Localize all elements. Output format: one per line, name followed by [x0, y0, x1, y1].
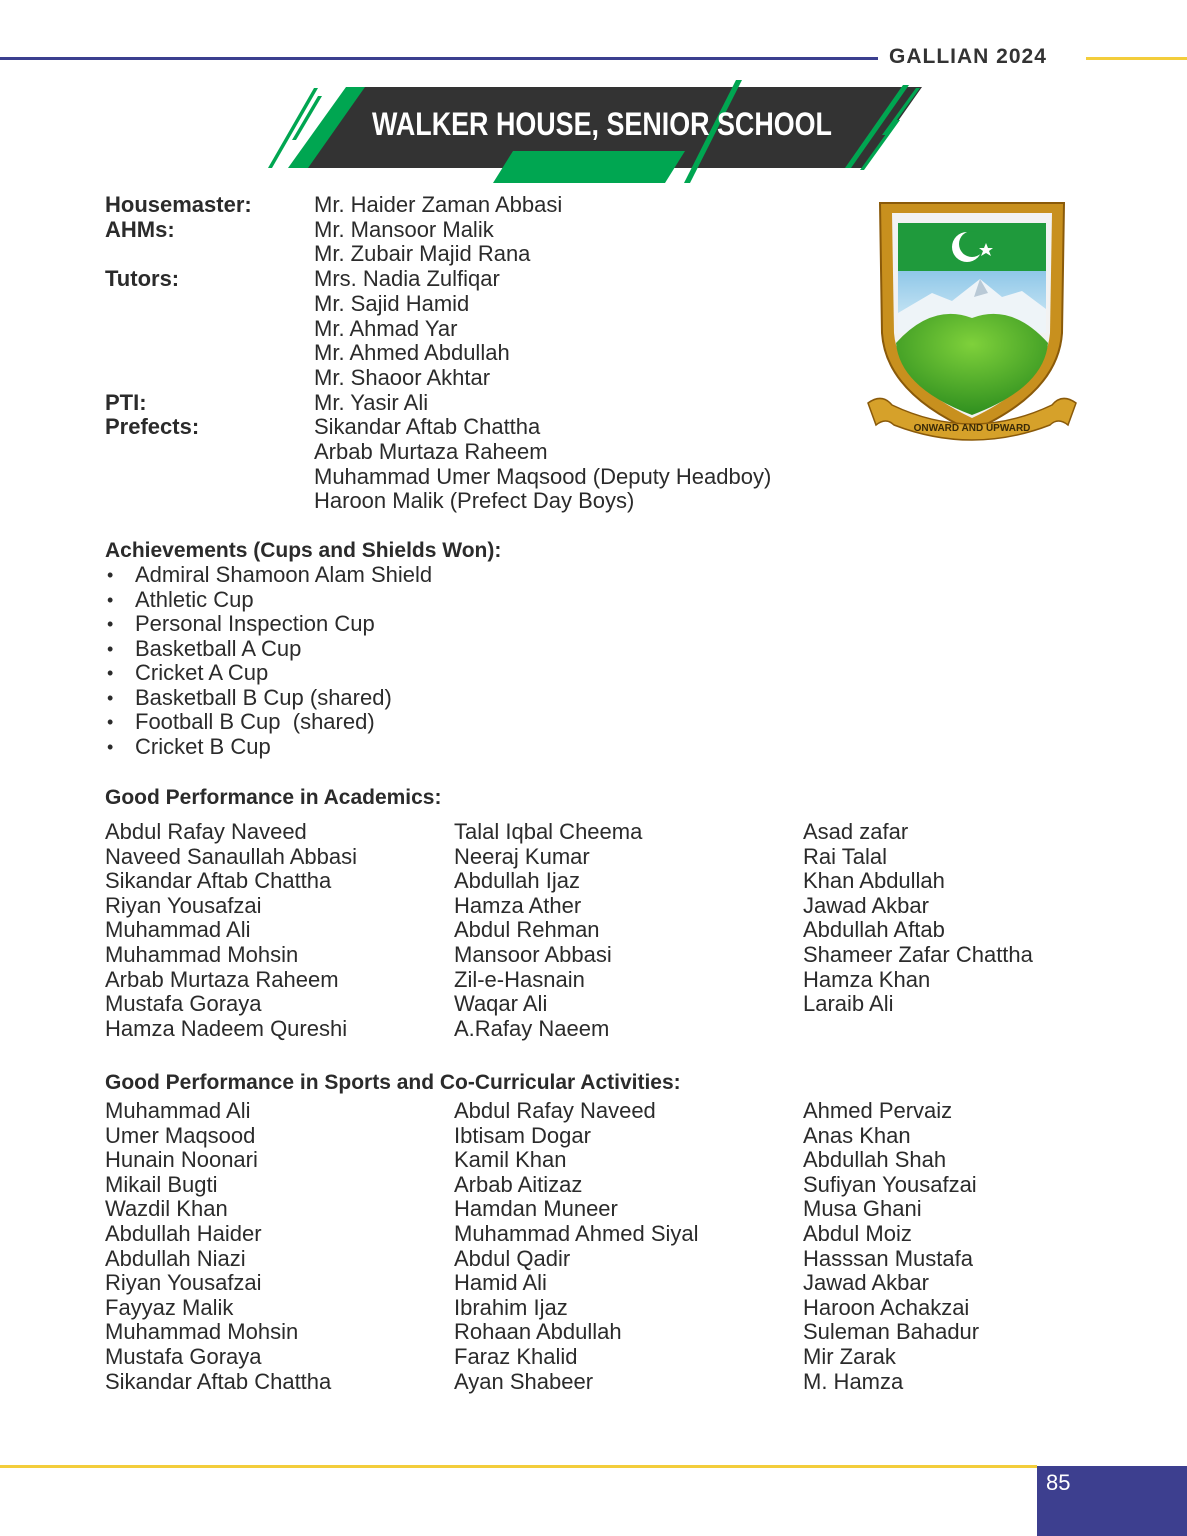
sports-columns — [105, 1099, 979, 1394]
academics-columns — [105, 820, 1033, 1041]
bullet-icon: • — [107, 712, 114, 732]
staff-list — [105, 193, 771, 514]
sports-column-2 — [454, 1099, 803, 1394]
list-item: Arbab Murtaza Raheem — [105, 966, 339, 992]
list-item: Muhammad Ali — [105, 1098, 251, 1123]
list-item: Abdul Rehman — [454, 917, 600, 943]
list-item: Mustafa Goraya — [105, 1343, 262, 1369]
bullet-icon: • — [107, 614, 114, 634]
list-item: Abdullah Haider — [105, 1220, 262, 1246]
achievement-text: Athletic Cup — [135, 586, 254, 612]
house-title: WALKER HOUSE, SENIOR SCHOOL — [372, 106, 832, 142]
list-item: Muhammad Ali — [105, 917, 251, 943]
staff-name: Haroon Malik (Prefect Day Boys) — [314, 488, 635, 514]
list-item: Hasssan Mustafa — [803, 1245, 973, 1271]
staff-label: Housemaster: — [105, 192, 252, 217]
bullet-icon: • — [107, 663, 114, 683]
list-item: Zil-e-Hasnain — [454, 966, 585, 992]
academics-heading: Good Performance in Academics: — [105, 786, 442, 809]
bullet-icon: • — [107, 589, 114, 610]
achievement-text: Admiral Shamoon Alam Shield — [135, 562, 433, 587]
list-item — [105, 686, 432, 711]
list-item: Hamza Ather — [454, 892, 582, 918]
crest-motto: ONWARD AND UPWARD — [913, 423, 1031, 434]
header-rule-right — [1086, 57, 1187, 60]
staff-name: Mr. Haider Zaman Abbasi — [314, 192, 563, 217]
list-item: A.Rafay Naeem — [454, 1015, 610, 1041]
list-item: Anas Khan — [803, 1122, 911, 1148]
list-item: Abdul Rafay Naveed — [105, 819, 307, 844]
list-item: Ibrahim Ijaz — [454, 1294, 568, 1320]
list-item: Shameer Zafar Chattha — [803, 941, 1033, 967]
list-item: Hamza Nadeem Qureshi — [105, 1015, 348, 1041]
achievement-text: Basketball A Cup — [135, 635, 302, 661]
staff-name: Mr. Zubair Majid Rana — [314, 241, 531, 267]
list-item: Suleman Bahadur — [803, 1319, 980, 1345]
list-item: Naveed Sanaullah Abbasi — [105, 843, 357, 869]
staff-row-ahms — [105, 218, 771, 267]
list-item: Haroon Achakzai — [803, 1294, 970, 1320]
staff-label: Tutors: — [105, 266, 180, 292]
list-item: Muhammad Mohsin — [105, 941, 299, 967]
list-item: M. Hamza — [803, 1368, 904, 1394]
list-item: Rai Talal — [803, 843, 887, 869]
list-item — [105, 710, 432, 735]
academics-column-2 — [454, 820, 803, 1041]
house-crest-shield-icon — [862, 193, 1082, 453]
list-item — [105, 637, 432, 662]
staff-name: Mr. Yasir Ali — [314, 389, 429, 415]
bullet-icon: • — [107, 565, 114, 585]
achievement-text: Cricket A Cup — [135, 660, 269, 685]
list-item: Ahmed Pervaiz — [803, 1098, 953, 1123]
staff-name: Mr. Shaoor Akhtar — [314, 364, 491, 390]
list-item: Abdul Rafay Naveed — [454, 1098, 656, 1123]
staff-label: AHMs: — [105, 216, 175, 242]
house-title-banner — [260, 80, 930, 190]
staff-name: Sikandar Aftab Chattha — [314, 414, 541, 440]
list-item — [105, 588, 432, 613]
achievements-heading: Achievements (Cups and Shields Won): — [105, 539, 502, 562]
list-item: Arbab Aitizaz — [454, 1171, 583, 1197]
list-item: Abdullah Niazi — [105, 1245, 246, 1271]
list-item: Wazdil Khan — [105, 1196, 228, 1222]
staff-row-prefects — [105, 415, 771, 514]
list-item: Talal Iqbal Cheema — [454, 819, 643, 844]
list-item — [105, 735, 432, 760]
list-item: Abdul Moiz — [803, 1220, 912, 1246]
list-item: Kamil Khan — [454, 1147, 567, 1173]
staff-label: PTI: — [105, 389, 147, 415]
list-item — [105, 661, 432, 686]
list-item: Rohaan Abdullah — [454, 1319, 622, 1345]
page-number: 85 — [1046, 1470, 1071, 1495]
list-item: Sikandar Aftab Chattha — [105, 1368, 332, 1394]
list-item: Abdullah Ijaz — [454, 868, 580, 894]
list-item: Sikandar Aftab Chattha — [105, 868, 332, 894]
list-item: Mikail Bugti — [105, 1171, 218, 1197]
staff-row-housemaster — [105, 193, 771, 218]
list-item: Asad zafar — [803, 819, 909, 844]
achievement-text: Basketball B Cup (shared) — [135, 684, 392, 710]
sports-column-1 — [105, 1099, 454, 1394]
staff-name: Arbab Murtaza Raheem — [314, 439, 548, 465]
list-item: Mansoor Abbasi — [454, 941, 612, 967]
staff-name: Mr. Sajid Hamid — [314, 290, 470, 316]
sports-column-3 — [803, 1099, 979, 1394]
achievements-list — [105, 563, 432, 759]
list-item: Sufiyan Yousafzai — [803, 1171, 977, 1197]
header-rule-left — [0, 57, 878, 60]
staff-row-pti — [105, 391, 771, 416]
list-item — [105, 563, 432, 588]
sports-heading: Good Performance in Sports and Co-Curricular Activities: — [105, 1071, 681, 1094]
staff-name: Muhammad Umer Maqsood (Deputy Headboy) — [314, 463, 772, 489]
academics-column-1 — [105, 820, 454, 1041]
list-item: Faraz Khalid — [454, 1343, 578, 1369]
list-item: Muhammad Ahmed Siyal — [454, 1220, 699, 1246]
footer-rule — [0, 1465, 1037, 1468]
list-item: Riyan Yousafzai — [105, 1270, 262, 1296]
list-item: Fayyaz Malik — [105, 1294, 234, 1320]
list-item: Umer Maqsood — [105, 1122, 256, 1148]
list-item: Hamdan Muneer — [454, 1196, 618, 1222]
list-item: Hamid Ali — [454, 1270, 547, 1296]
list-item: Khan Abdullah — [803, 868, 945, 894]
staff-row-tutors — [105, 267, 771, 391]
list-item: Ibtisam Dogar — [454, 1122, 591, 1148]
list-item: Neeraj Kumar — [454, 843, 590, 869]
list-item: Abdullah Shah — [803, 1147, 947, 1173]
list-item: Hamza Khan — [803, 966, 931, 992]
staff-name: Mr. Ahmed Abdullah — [314, 340, 510, 366]
achievement-text: Football B Cup (shared) — [135, 709, 375, 734]
list-item: Abdul Qadir — [454, 1245, 571, 1271]
bullet-icon: • — [107, 638, 114, 659]
list-item: Riyan Yousafzai — [105, 892, 262, 918]
staff-name: Mrs. Nadia Zulfiqar — [314, 266, 500, 292]
achievement-text: Cricket B Cup — [135, 733, 271, 759]
list-item: Muhammad Mohsin — [105, 1319, 299, 1345]
bullet-icon: • — [107, 736, 114, 757]
house-crest — [862, 193, 1082, 453]
list-item: Mir Zarak — [803, 1343, 896, 1369]
list-item: Jawad Akbar — [803, 1270, 929, 1296]
page-number-box — [1037, 1466, 1187, 1536]
academics-column-3 — [803, 820, 1033, 1041]
staff-name: Mr. Ahmad Yar — [314, 315, 458, 341]
list-item: Waqar Ali — [454, 991, 548, 1017]
achievement-text: Personal Inspection Cup — [135, 611, 375, 636]
staff-name: Mr. Mansoor Malik — [314, 216, 494, 242]
publication-title: GALLIAN 2024 — [889, 45, 1047, 68]
staff-label: Prefects: — [105, 414, 200, 440]
list-item: Abdullah Aftab — [803, 917, 945, 943]
list-item: Mustafa Goraya — [105, 991, 262, 1017]
bullet-icon: • — [107, 687, 114, 708]
list-item: Laraib Ali — [803, 991, 894, 1017]
list-item: Ayan Shabeer — [454, 1368, 594, 1394]
list-item — [105, 612, 432, 637]
list-item: Musa Ghani — [803, 1196, 922, 1222]
list-item: Hunain Noonari — [105, 1147, 258, 1173]
list-item: Jawad Akbar — [803, 892, 929, 918]
